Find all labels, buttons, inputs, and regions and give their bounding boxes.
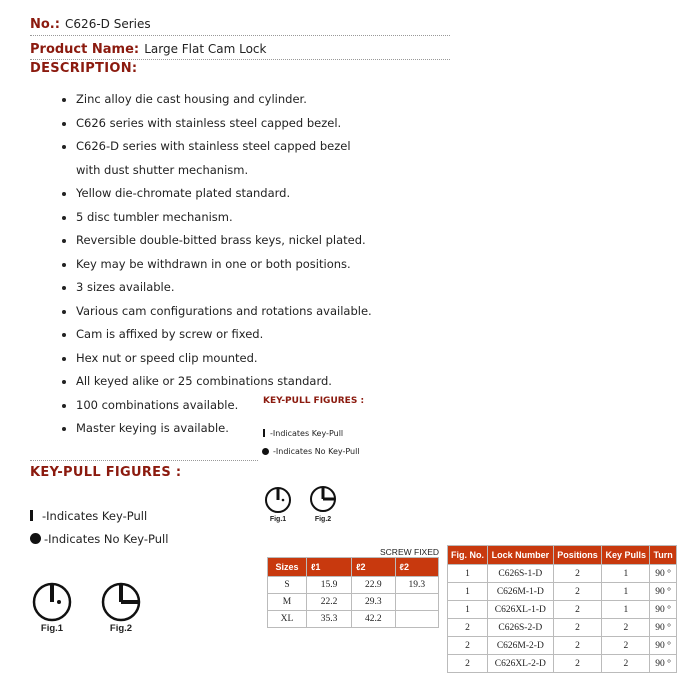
list-item: Master keying is available. bbox=[60, 417, 460, 441]
table-header-cell: Fig. No. bbox=[448, 546, 488, 565]
key-pull-icon bbox=[30, 510, 33, 521]
table-cell: XL bbox=[268, 611, 307, 628]
table-cell: C626S-1-D bbox=[487, 565, 553, 583]
fig2-small-label: Fig.2 bbox=[314, 516, 332, 523]
table-row bbox=[448, 637, 677, 655]
product-number-row bbox=[30, 13, 450, 33]
table-cell: 29.3 bbox=[352, 594, 395, 611]
table-cell: 2 bbox=[448, 619, 488, 637]
table-cell: 1 bbox=[448, 601, 488, 619]
sizes-table-caption: SCREW FIXED bbox=[380, 547, 440, 557]
table-row bbox=[268, 594, 439, 611]
table-cell: C626M-2-D bbox=[487, 637, 553, 655]
keypull-legend-small: -Indicates Key-Pull bbox=[263, 429, 343, 438]
description-list bbox=[60, 88, 460, 441]
table-cell: 1 bbox=[602, 601, 650, 619]
table-cell: C626M-1-D bbox=[487, 583, 553, 601]
table-row bbox=[448, 565, 677, 583]
fig1-large-icon bbox=[31, 581, 73, 623]
list-item: 3 sizes available. bbox=[60, 276, 460, 300]
table-cell: 2 bbox=[602, 655, 650, 673]
list-item: 100 combinations available. bbox=[60, 394, 460, 418]
table-cell: 90 ° bbox=[650, 637, 677, 655]
table-cell: 1 bbox=[602, 583, 650, 601]
table-cell: 22.9 bbox=[352, 577, 395, 594]
fig2-small-icon bbox=[308, 484, 338, 514]
table-cell: 1 bbox=[602, 565, 650, 583]
divider bbox=[30, 460, 258, 461]
keypull-title-small: KEY-PULL FIGURES : bbox=[263, 396, 365, 406]
table-cell: M bbox=[268, 594, 307, 611]
table-cell: 90 ° bbox=[650, 619, 677, 637]
list-item: 5 disc tumbler mechanism. bbox=[60, 206, 460, 230]
table-cell: 2 bbox=[553, 565, 602, 583]
table-cell: 15.9 bbox=[306, 577, 351, 594]
table-header-cell: Positions bbox=[553, 546, 602, 565]
table-cell: 90 ° bbox=[650, 565, 677, 583]
list-item: All keyed alike or 25 combinations standard. bbox=[60, 370, 460, 394]
table-cell: 1 bbox=[448, 565, 488, 583]
table-cell: 42.2 bbox=[352, 611, 395, 628]
list-item: Key may be withdrawn in one or both positions. bbox=[60, 253, 460, 277]
list-item: Cam is affixed by screw or fixed. bbox=[60, 323, 460, 347]
table-cell: 2 bbox=[553, 583, 602, 601]
table-row bbox=[448, 655, 677, 673]
table-cell: 19.3 bbox=[395, 577, 438, 594]
product-name-value: Large Flat Cam Lock bbox=[144, 42, 267, 56]
no-key-pull-icon bbox=[262, 448, 269, 455]
keypull-title-large: KEY-PULL FIGURES : bbox=[30, 465, 182, 480]
table-header-cell: Lock Number bbox=[487, 546, 553, 565]
table-header-cell: ℓ1 bbox=[306, 558, 351, 577]
table-row bbox=[448, 619, 677, 637]
fig2-large-label: Fig.2 bbox=[109, 623, 133, 634]
table-cell bbox=[395, 594, 438, 611]
list-item: C626-D series with stainless steel capped bezel bbox=[60, 135, 460, 159]
no-key-pull-icon bbox=[30, 533, 41, 544]
table-header-cell: Turn bbox=[650, 546, 677, 565]
table-cell: 2 bbox=[602, 619, 650, 637]
list-item: Hex nut or speed clip mounted. bbox=[60, 347, 460, 371]
key-pull-icon bbox=[263, 429, 265, 437]
table-row bbox=[448, 601, 677, 619]
divider bbox=[30, 59, 450, 60]
table-cell: 90 ° bbox=[650, 583, 677, 601]
keypull-legend-small: -Indicates No Key-Pull bbox=[262, 447, 360, 456]
table-cell: 2 bbox=[448, 655, 488, 673]
table-cell: 22.2 bbox=[306, 594, 351, 611]
table-cell: 90 ° bbox=[650, 655, 677, 673]
list-item: Yellow die-chromate plated standard. bbox=[60, 182, 460, 206]
table-row bbox=[268, 611, 439, 628]
table-cell: 1 bbox=[448, 583, 488, 601]
product-number-value: C626-D Series bbox=[65, 17, 151, 31]
table-header-cell: Key Pulls bbox=[602, 546, 650, 565]
list-item: Reversible double-bitted brass keys, nickel plated. bbox=[60, 229, 460, 253]
table-cell bbox=[395, 611, 438, 628]
fig2-large-icon bbox=[100, 581, 142, 623]
table-header-cell: Sizes bbox=[268, 558, 307, 577]
table-cell: 90 ° bbox=[650, 601, 677, 619]
keypull-legend-large: -Indicates No Key-Pull bbox=[30, 532, 168, 546]
product-number-label: No.: bbox=[30, 17, 60, 32]
lock-number-table bbox=[447, 545, 677, 673]
fig1-large-label: Fig.1 bbox=[40, 623, 64, 634]
table-cell: C626XL-2-D bbox=[487, 655, 553, 673]
table-cell: 2 bbox=[448, 637, 488, 655]
description-title: DESCRIPTION: bbox=[30, 61, 138, 76]
list-item: with dust shutter mechanism. bbox=[76, 162, 249, 177]
table-cell: 2 bbox=[602, 637, 650, 655]
product-name-label: Product Name: bbox=[30, 42, 140, 57]
table-cell: 2 bbox=[553, 655, 602, 673]
table-cell: 2 bbox=[553, 601, 602, 619]
keypull-legend-large: -Indicates Key-Pull bbox=[30, 509, 147, 523]
table-cell: 35.3 bbox=[306, 611, 351, 628]
divider bbox=[30, 35, 450, 36]
table-header-row bbox=[268, 558, 439, 577]
table-header-cell: ℓ2 bbox=[395, 558, 438, 577]
fig1-small-label: Fig.1 bbox=[269, 516, 287, 523]
list-item: Various cam configurations and rotations available. bbox=[60, 300, 460, 324]
table-row bbox=[268, 577, 439, 594]
table-cell: 2 bbox=[553, 637, 602, 655]
table-header-cell: ℓ2 bbox=[352, 558, 395, 577]
table-cell: C626S-2-D bbox=[487, 619, 553, 637]
table-cell: 2 bbox=[553, 619, 602, 637]
sizes-table bbox=[267, 557, 439, 628]
table-header-row bbox=[448, 546, 677, 565]
product-name-row bbox=[30, 38, 450, 58]
fig1-small-icon bbox=[264, 486, 292, 514]
table-cell: C626XL-1-D bbox=[487, 601, 553, 619]
list-item: Zinc alloy die cast housing and cylinder. bbox=[60, 88, 460, 112]
table-row bbox=[448, 583, 677, 601]
table-cell: S bbox=[268, 577, 307, 594]
list-item: C626 series with stainless steel capped bezel. bbox=[60, 112, 460, 136]
